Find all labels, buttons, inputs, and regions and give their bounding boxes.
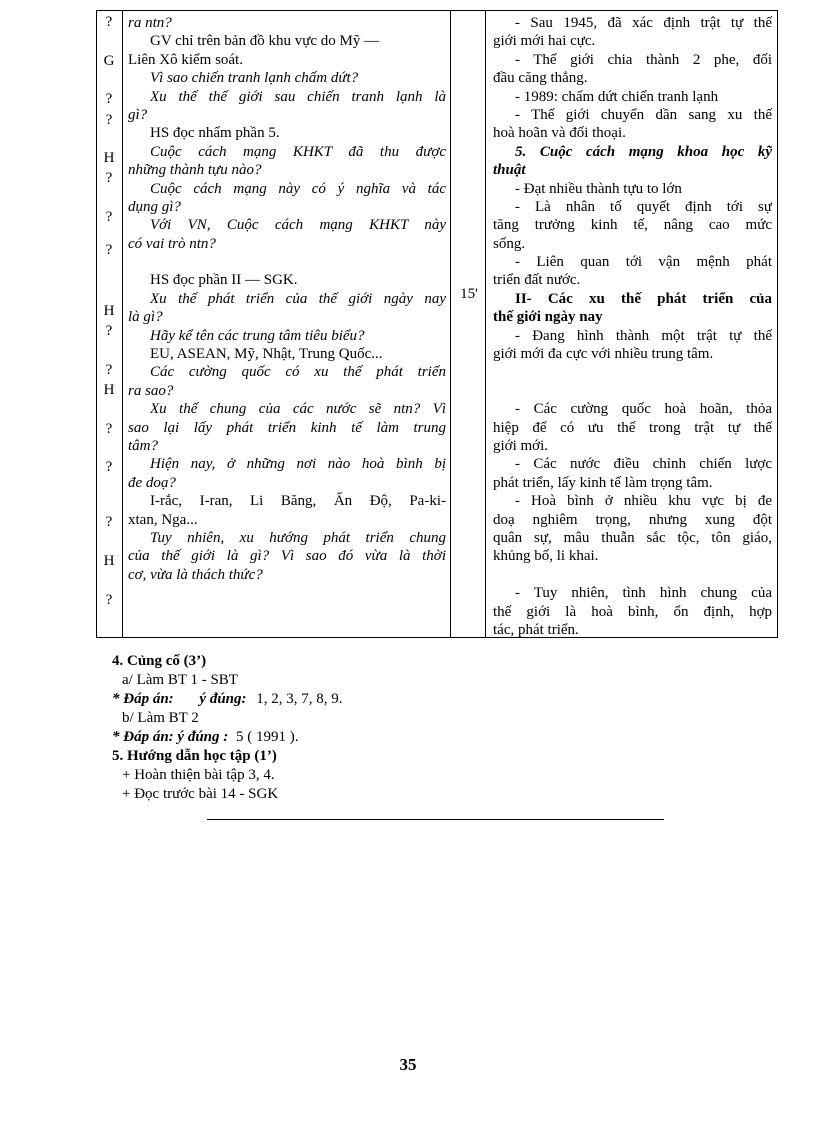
right-line: - Đạt nhiều thành tựu to lớn <box>515 180 682 197</box>
middle-line: Xu thế phát triển của thế giới ngày nay <box>150 290 446 307</box>
middle-line: những thành tựu nào? <box>128 162 262 179</box>
row-mark: ? <box>105 91 113 108</box>
right-line: triển đất nước. <box>493 272 581 289</box>
middle-line: xtan, Nga... <box>128 511 198 528</box>
exercise-1: a/ Làm BT 1 - SBT <box>122 672 238 688</box>
middle-line: Vì sao chiến tranh lạnh chấm dứt? <box>150 70 359 87</box>
guidance-1: + Hoàn thiện bài tập 3, 4. <box>122 767 275 783</box>
middle-line: Xu thế thế giới sau chiến tranh lạnh là <box>150 88 446 105</box>
right-line: - Liên quan tới vận mệnh phát <box>515 254 772 271</box>
right-line: hiệp để có ưu thế trong trật tự thế <box>493 419 772 436</box>
middle-line: HS đọc nhẩm phần 5. <box>150 125 280 142</box>
middle-line: gì? <box>128 106 148 123</box>
row-mark: ? <box>105 14 113 30</box>
right-line: doạ nghiêm trọng, nhưng xung đột <box>493 511 772 528</box>
answer-2 <box>112 728 343 747</box>
middle-line: Các cường quốc có xu thế phát triển <box>150 364 446 381</box>
row-mark: ? <box>105 209 113 226</box>
middle-line: EU, ASEAN, Mỹ, Nhật, Trung Quốc... <box>150 346 383 363</box>
right-line: thế giới là hoà bình, ổn định, hợp <box>493 603 772 620</box>
middle-line: Tuy nhiên, xu hướng phát triển chung <box>150 529 446 546</box>
row-mark: ? <box>105 111 113 128</box>
right-line: - 1989: chấm dứt chiến tranh lạnh <box>515 88 719 105</box>
row-mark: H <box>103 302 115 319</box>
right-line: giới mới hai cực. <box>493 33 596 50</box>
column-divider <box>450 11 451 637</box>
row-mark: ? <box>105 591 113 608</box>
middle-line: GV chỉ trên bản đồ khu vực do Mỹ — <box>150 33 380 50</box>
answer-1-label: * Đáp án: <box>112 691 174 707</box>
right-line: - Thế giới chia thành 2 phe, đối <box>515 51 772 68</box>
middle-line: dụng gì? <box>128 198 181 215</box>
row-mark: G <box>103 52 115 69</box>
right-line: giới mới đa cực với nhiều trung tâm. <box>493 346 714 363</box>
row-mark: ? <box>105 514 113 531</box>
middle-line: sao lại lấy phát triển kinh tế làm trung <box>128 419 446 436</box>
right-line: sống. <box>493 235 526 252</box>
lesson-table <box>96 10 778 638</box>
column-divider <box>122 11 123 637</box>
activity-column <box>128 14 446 584</box>
right-line: khủng bố, li khai. <box>493 548 599 565</box>
right-line: - Sau 1945, đã xác định trật tự thế <box>515 15 772 31</box>
middle-line: đe doạ? <box>128 474 176 491</box>
column-divider <box>485 11 486 637</box>
middle-line: là gì? <box>128 309 163 326</box>
right-line <box>493 363 772 381</box>
middle-line: ra sao? <box>128 382 174 399</box>
row-mark: ? <box>105 323 113 340</box>
time-label: 15' <box>460 286 478 302</box>
separator-line <box>207 819 664 820</box>
row-mark: ? <box>105 420 113 437</box>
right-line: - Đang hình thành một trật tự thế <box>515 327 772 344</box>
right-line: - Các cường quốc hoà hoãn, thỏa <box>515 401 772 418</box>
middle-line: Hãy kể tên các trung tâm tiêu biểu? <box>150 327 365 344</box>
right-line: quân sự, mâu thuẫn sắc tộc, tôn giáo, <box>493 529 772 546</box>
row-mark: H <box>103 553 115 570</box>
middle-line: HS đọc phần II — SGK. <box>150 272 298 289</box>
right-line <box>493 566 772 584</box>
row-mark: H <box>103 150 115 167</box>
right-line: - Tuy nhiên, tình hình chung của <box>515 585 772 602</box>
right-line: phát triển, lấy kinh tế làm trọng tâm. <box>493 474 713 491</box>
answer-1-mid: ý đúng: <box>199 691 247 707</box>
exercise-2: b/ Làm BT 2 <box>122 710 199 726</box>
row-mark: ? <box>105 170 113 187</box>
row-mark: H <box>103 382 115 398</box>
heading-guidance: 5. Hướng dẫn học tập (1’) <box>112 748 277 764</box>
middle-line: Cuộc cách mạng KHKT đã thu được <box>150 143 446 160</box>
guidance-2: + Đọc trước bài 14 - SGK <box>122 786 279 802</box>
right-line: thế giới ngày nay <box>493 309 603 326</box>
right-line: giới mới. <box>493 437 549 454</box>
middle-line: Với VN, Cuộc cách mạng KHKT này <box>150 217 446 234</box>
answer-1 <box>112 690 343 709</box>
middle-line: Hiện nay, ở những nơi nào hoà bình bị <box>150 456 446 473</box>
row-mark: ? <box>105 242 113 259</box>
right-line: - Hoà bình ở nhiều khu vực bị đe <box>515 493 772 510</box>
right-line: 5. Cuộc cách mạng khoa học kỹ <box>515 143 772 160</box>
middle-line: I-rắc, I-ran, Li Băng, Ấn Độ, Pa-ki- <box>150 493 446 510</box>
row-mark: ? <box>105 459 113 476</box>
right-line: hoà hoãn và đối thoại. <box>493 125 626 142</box>
middle-line: Xu thế chung của các nước sẽ ntn? Vì <box>150 401 446 418</box>
middle-line: Cuộc cách mạng này có ý nghĩa và tác <box>150 180 446 197</box>
right-line: - Thế giới chuyển dần sang xu thế <box>515 106 772 123</box>
answer-1-values: 1, 2, 3, 7, 8, 9. <box>256 691 343 707</box>
right-line: II- Các xu thế phát triển của <box>515 290 772 307</box>
middle-line: của thế giới là gì? Vì sao đó vừa là thời <box>128 548 446 565</box>
right-line: tăng trưởng kinh tế, nâng cao mức <box>493 217 772 234</box>
middle-line: tâm? <box>128 437 158 454</box>
right-line: đầu căng thẳng. <box>493 70 588 87</box>
middle-line: cơ, vừa là thách thức? <box>128 566 263 583</box>
consolidation-section <box>112 652 343 804</box>
middle-line: Liên Xô kiểm soát. <box>128 51 243 68</box>
right-line: thuật <box>493 162 526 179</box>
answer-2-values: 5 ( 1991 ). <box>236 729 299 745</box>
right-line <box>493 382 772 400</box>
page-number: 35 <box>399 1055 417 1074</box>
middle-line: ra ntn? <box>128 15 172 31</box>
content-column <box>493 14 772 639</box>
middle-line: có vai trò ntn? <box>128 235 216 252</box>
middle-line <box>128 253 446 271</box>
row-mark: ? <box>105 361 113 378</box>
left-marks-column <box>97 14 122 634</box>
heading-consolidation: 4. Củng cố (3’) <box>112 653 207 669</box>
right-line: - Là nhân tố quyết định tới sự <box>515 198 772 215</box>
right-line: tác, phát triển. <box>493 621 579 638</box>
right-line: - Các nước điều chỉnh chiến lược <box>515 456 772 473</box>
answer-2-label: * Đáp án: ý đúng : <box>112 729 229 745</box>
